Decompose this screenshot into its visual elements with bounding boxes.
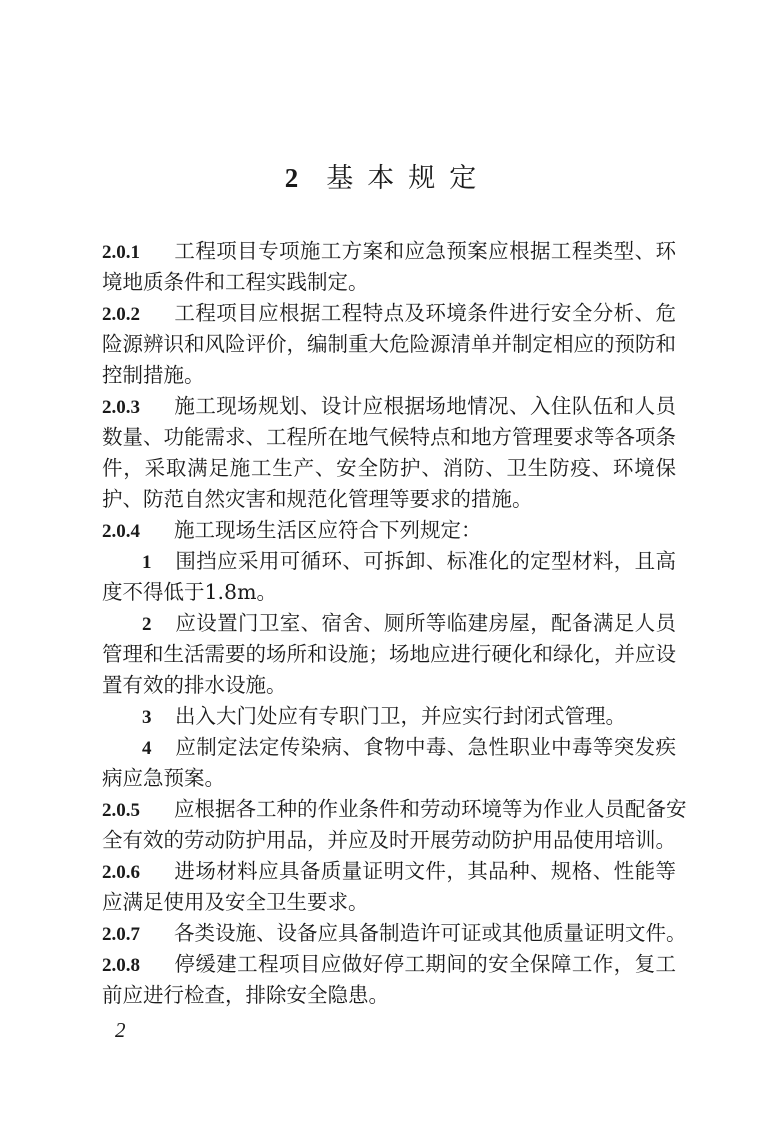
clause-text-line: 护、防范自然灾害和规范化管理等要求的措施。 [102,487,533,511]
item-text-line: 置有效的排水设施。 [102,673,287,697]
clause-text-line: 前应进行检查，排除安全隐患。 [102,983,389,1007]
item-text: 应制定法定传染病、食物中毒、急性职业中毒等突发疾 [175,735,676,759]
clause-2-0-8-line [102,949,676,980]
clause-number: 2.0.7 [102,924,140,945]
clause-text-line: 全有效的劳动防护用品，并应及时开展劳动防护用品使用培训。 [102,828,676,852]
clause-text: 工程项目专项施工方案和应急预案应根据工程类型、环 [174,239,676,263]
clause-text: 工程项目应根据工程特点及环境条件进行安全分析、危 [174,301,676,325]
item-number: 3 [142,707,152,728]
clause-text-line: 控制措施。 [102,363,205,387]
clause-2-0-4-line [102,515,676,546]
item-number: 4 [142,738,152,759]
item-text: 出入大门处应有专职门卫，并应实行封闭式管理。 [175,704,626,728]
clause-number: 2.0.8 [102,955,140,976]
clause-text: 各类设施、设备应具备制造许可证或其他质量证明文件。 [174,921,687,945]
clause-text: 应根据各工种的作业条件和劳动环境等为作业人员配备安 [174,797,687,821]
clause-text-line: 件，采取满足施工生产、安全防护、消防、卫生防疫、环境保 [102,456,676,480]
chapter-title: 基本规定 [326,163,491,194]
clause-text: 进场材料应具备质量证明文件，其品种、规格、性能等 [174,859,676,883]
item-number: 1 [142,552,152,573]
clause-number: 2.0.2 [102,304,140,325]
chapter-number: 2 [284,163,313,193]
item-2-line [102,608,676,639]
item-1-line [102,546,676,577]
clause-text: 施工现场生活区应符合下列规定： [174,518,482,542]
clause-number: 2.0.1 [102,242,140,263]
item-text: 围挡应采用可循环、可拆卸、标准化的定型材料，且高 [175,549,676,573]
clause-number: 2.0.6 [102,862,140,883]
clause-2-0-1-line [102,236,676,267]
clause-number: 2.0.3 [102,397,140,418]
clause-number: 2.0.5 [102,800,140,821]
clause-number: 2.0.4 [102,521,140,542]
clause-text-line: 险源辨识和风险评价，编制重大危险源清单并制定相应的预防和 [102,332,676,356]
clause-2-0-5-line [102,794,687,825]
clause-2-0-2-line [102,298,676,329]
item-text-line: 病应急预案。 [102,766,225,790]
page-number: 2 [115,1018,126,1042]
clause-text: 施工现场规划、设计应根据场地情况、入住队伍和人员 [174,394,676,418]
item-4-line [102,732,676,763]
clause-2-0-3-line [102,391,676,422]
clause-2-0-7-line [102,918,687,949]
item-text: 应设置门卫室、宿舍、厕所等临建房屋，配备满足人员 [175,611,676,635]
clause-text-line: 应满足使用及安全卫生要求。 [102,890,369,914]
clause-text-line: 数量、功能需求、工程所在地气候特点和地方管理要求等各项条 [102,425,676,449]
item-number: 2 [142,614,152,635]
clause-text: 停缓建工程项目应做好停工期间的安全保障工作，复工 [174,952,676,976]
item-text-line: 管理和生活需要的场所和设施；场地应进行硬化和绿化，并应设 [102,642,676,666]
item-3-line [102,701,676,732]
item-text-line: 度不得低于1.8m。 [102,580,278,604]
chapter-heading [0,156,775,195]
document-body [102,236,687,1011]
clause-2-0-6-line [102,856,676,887]
clause-text-line: 境地质条件和工程实践制定。 [102,270,369,294]
